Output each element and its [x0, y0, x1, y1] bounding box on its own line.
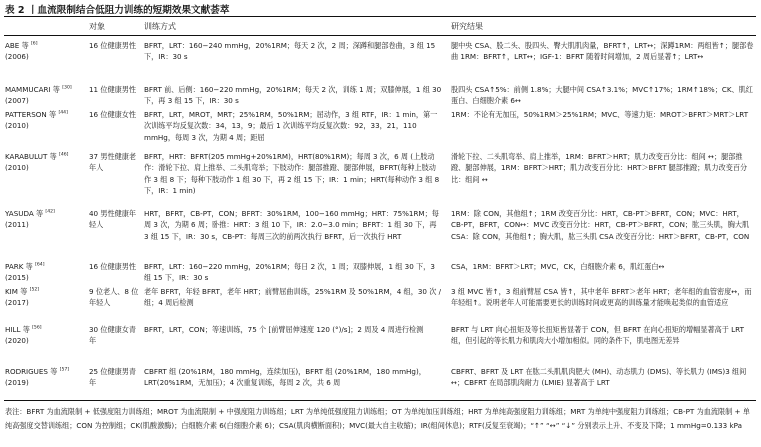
results-cell: 股四头 CSA↑5%：前侧 1.8%；大腿中间 CSA↑3.1%；MVC↑17%；1RM↑18%；CK、肌红蛋白、白细胞介素 6↔ [451, 85, 753, 106]
publication-year: (2007) [5, 96, 29, 106]
training-cell: 老年 BFRT，年轻 BFRT，老年 HRT；前臂屈曲训练，25%1RM 及 50%1RM，4 组，30 次 / 组；4 周后检测 [144, 287, 442, 308]
header-results: 研究结果 [451, 22, 483, 31]
reference-number: [46] [59, 152, 69, 158]
publication-year: (2015) [5, 273, 29, 283]
author-cell [5, 324, 85, 347]
training-cell: BFRT，LRT，MROT，MRT；25%1RM，50%1RM；屈动作，3 组 RTF，IR：1 min，第一次训练平均反复次数：34，13，9；最后 1 次训练平均反复次数：92，33，21，110 mmHg，每周 3 次，为期 4 周；距屈 [144, 110, 438, 142]
subject-cell: 9 位老人、8 位年轻人 [89, 287, 139, 308]
training-cell: BFRT，LRT：160−240 mmHg，20%1RM；每天 2 次，2 周；深蹲和腿部卷曲，3 组 15 下，IR：30 s [144, 41, 436, 62]
results-cell: 腿中央 CSA、股二头、股四头、臀大肌肌肉量，BFRT↑，LRT↔；深蹲1RM：两组皆↑；腿部卷曲 1RM：BFRT↑，LRT↔；IGF-1：BFRT 随着时间增加，2 周后显著↑；LRT↔ [451, 41, 754, 62]
author-cell [5, 208, 85, 231]
training-cell: BFRT 前、后侧：160−220 mmHg，20%1RM；每天 2 次，训练 1 周；双膝伸展，1 组 30 下，再 3 组 15 下，IR：30 s [144, 85, 442, 106]
header-subject: 对象 [89, 22, 105, 31]
reference-number: [64] [35, 262, 45, 268]
reference-number: [44] [58, 110, 68, 116]
results-cell: 滑轮下拉、二头肌弯举、肩上推举，1RM：BFRT＞HRT；肌力改变百分比：组间 ↔；腿部推蹬、腿部伸展，1RM：BFRT＞HRT；肌力改变百分比：HRT＞BFRT 腿部推蹬；肌力改变百分比：组间 ↔ [451, 152, 748, 184]
author-cell [5, 84, 85, 107]
author-name: ABE 等 [5, 41, 29, 50]
training-cell: HRT，BFRT，CB-PT，CON；BFRT：30%1RM，100−160 mmHg；HRT：75%1RM；每周 3 次，为期 6 周；卧推：HRT：3 组 10 下，IR：2.0−3.0 min；BFRT：1 组 30 下，再 3 组 15 下，IR：30 s，CB-PT：每周三次的前两次执行 BFRT，后一次执行 HRT [144, 209, 439, 241]
author-name: RODRIGUES 等 [5, 367, 58, 376]
bottom-rule [4, 400, 756, 401]
publication-year: (2010) [5, 121, 29, 131]
subject-cell: 11 位健康男性 [89, 85, 137, 94]
subject-cell: 30 位健康女青年 [89, 325, 137, 346]
subject-cell: 37 男性健康老年人 [89, 152, 137, 173]
reference-number: [56] [32, 325, 42, 331]
author-name: YASUDA 等 [5, 209, 44, 218]
subject-cell: 16 位健康男性 [89, 262, 137, 271]
publication-year: (2019) [5, 378, 29, 388]
author-name: KIM 等 [5, 287, 28, 296]
results-cell: 1RM：除 CON，其他组↑；1RM 改变百分比：HRT，CB-PT＞BFRT，CON；MVC：HRT，CB-PT，BFRT，CON↔：MVC 改变百分比：HRT，CB-PT＞BFRT，CON；肱三头肌，胸大肌 CSA：除 CON，其他组↑；胸大肌，肱三头肌 CSA 改变百分比：HRT＞BFRT，CB-PT，CON [451, 209, 750, 241]
reference-number: [30] [62, 85, 72, 91]
subject-cell: 16 位健康女性 [89, 110, 137, 119]
subject-cell: 16 位健康男性 [89, 41, 137, 50]
training-cell: BFRT，LRT：160−220 mmHg，20%1RM；每日 2 次，1 周；双膝伸展，1 组 30 下，3 组 15 下，IR：30 s [144, 262, 435, 283]
author-cell [5, 366, 85, 389]
author-cell [5, 40, 85, 63]
results-cell: CSA，1RM：BFRT＞LRT；MVC，CK，白细胞介素 6，肌红蛋白↔ [451, 262, 665, 271]
reference-number: [57] [59, 367, 70, 373]
results-cell: BFRT 与 LRT 向心扭矩及等长扭矩皆显著于 CON，但 BFRT 在向心扭矩的增幅显著高于 LRT 组，但引起的等长肌力和肌肉大小增加相似。同的条件下，肌电图无差异 [451, 325, 744, 346]
reference-number: [42] [45, 209, 55, 215]
author-name: HILL 等 [5, 325, 30, 334]
training-cell: CBFRT 组 (20%1RM，180 mmHg，连续加压)，BFRT 组 (20%1RM，180 mmHg)，LRT(20%1RM，无加压)；4 次重复训练，每周 2 次，共 6 周 [144, 367, 426, 388]
author-cell [5, 151, 85, 174]
publication-year: (2011) [5, 220, 29, 230]
publication-year: (2020) [5, 336, 29, 346]
header-rule [4, 35, 756, 36]
author-name: KARABULUT 等 [5, 152, 57, 161]
top-rule [4, 16, 756, 17]
publication-year: (2006) [5, 52, 29, 62]
results-cell: 1RM：不论有无加压，50%1RM＞25%1RM；MVC、等速力矩：MROT＞BFRT＞MRT＞LRT [451, 110, 749, 119]
table-caption: 表 2 丨血流限制结合低阻力训练的短期效果文献荟萃 [5, 5, 230, 16]
training-cell: BFRT，LRT，CON；等速训练，75 个 [前臂屈伸速度 120 (°)/s]；2 周及 4 周进行检测 [144, 325, 424, 334]
author-name: PARK 等 [5, 262, 33, 271]
author-name: PATTERSON 等 [5, 110, 57, 119]
subject-cell: 40 男性健康年轻人 [89, 209, 137, 230]
results-cell: CBFRT、BFRT 及 LRT 在肱二头肌肌肉肥大 (MH)、动态肌力 (DMS)、等长肌力 (IMS)3 组间 ↔；CBFRT 在局部肌肉耐力 (LMIE) 显著高于 LRT [451, 367, 747, 388]
publication-year: (2017) [5, 298, 29, 308]
author-cell [5, 261, 85, 284]
author-cell [5, 109, 85, 132]
author-cell [5, 286, 85, 309]
table-footnote: 表注：BFRT 为血流限制 + 低强度阻力训练组；MROT 为血流限制 + 中强度阻力训练组；LRT 为单纯低强度阻力训练组；OT 为单纯加压训练组；HRT 为单纯高强度阻力训练组；MRT 为单纯中强度阻力训练组；CB-PT 为血流限制 + 单纯高强度交替训练组；CON 为控制组；CK(肌酸激酶)；白细胞介素 6(白细胞介素 6)；CSA(肌肉横断面积)；MVC(最大自主收缩)；IR(组间休息)；RTF(反复至衰竭)；“↑” “↔” “↓” 分别表示上升、不变及下降；1 mmHg=0.133 kPa [5, 407, 750, 431]
subject-cell: 25 位健康男青年 [89, 367, 137, 388]
reference-number: [52] [29, 287, 40, 293]
header-training: 训练方式 [144, 22, 176, 31]
training-cell: BFRT，HRT：BFRT(205 mmHg+20%1RM)，HRT(80%1RM)；每周 3 次，6 周 (上肢动作：滑轮下拉、肩上推举、二头肌弯举；下肢动作：腿部推蹬、腿部伸展，BFRT(每种上肢动作 3 组 8 下；每种下肢动作 1 组 30 下，再 2 组 15 下；IR：1 min；HRT(每种动作 3 组 8 下，IR：1 min) [144, 152, 440, 195]
results-cell: 3 组 MVC 皆↑，3 组前臂屈 CSA 皆↑，其中老年 BFRT＞老年 HRT；老年组的血管密度↔，而年轻组↑。说明老年人可能需要更长的训练时间或更高的训练量才能唤起类似的血管适应 [451, 287, 752, 308]
publication-year: (2010) [5, 163, 29, 173]
author-name: MAMMUCARI 等 [5, 85, 60, 94]
reference-number: [6] [31, 41, 38, 47]
